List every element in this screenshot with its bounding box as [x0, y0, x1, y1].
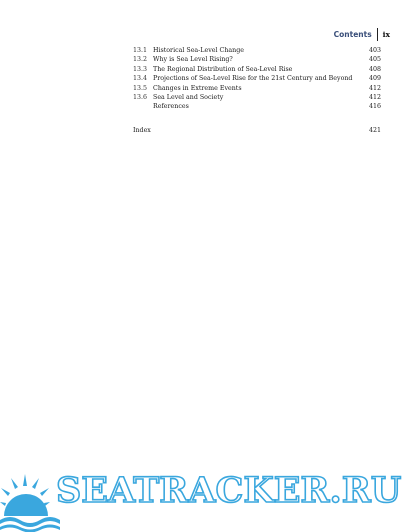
- index-title: Index: [133, 127, 151, 134]
- watermark: [0, 456, 410, 532]
- toc-entry-number: 13.5: [133, 84, 148, 92]
- toc-entry-page: 412: [368, 84, 381, 92]
- toc-entry-number: 13.1: [133, 47, 148, 54]
- toc-entry-page: 416: [368, 103, 381, 111]
- toc-entry-title: The Regional Distribution of Sea-Level Rise: [153, 65, 293, 73]
- toc-entry-title: Changes in Extreme Events: [153, 84, 242, 92]
- index-page: 421: [368, 127, 381, 134]
- toc-entry-number: 13.2: [133, 56, 148, 64]
- running-head: [334, 28, 390, 41]
- toc-entry[interactable]: [133, 46, 381, 55]
- toc-entry-title: Projections of Sea-Level Rise for the 21st Century and Beyond: [153, 75, 353, 83]
- page-number: ix: [382, 30, 390, 39]
- toc-entry[interactable]: [133, 55, 381, 64]
- table-of-contents: [133, 46, 381, 112]
- toc-entry[interactable]: [133, 93, 381, 102]
- toc-entry-page: 412: [368, 94, 381, 102]
- toc-entry[interactable]: [133, 65, 381, 74]
- watermark-text: SEATRACKER.RU: [56, 470, 402, 511]
- toc-entry-number: 13.3: [133, 65, 148, 73]
- toc-entry-title: Why is Sea Level Rising?: [153, 56, 233, 64]
- toc-entry[interactable]: [133, 84, 381, 93]
- toc-entry-page: 408: [368, 65, 381, 73]
- toc-entry-index[interactable]: [133, 126, 381, 135]
- toc-entry[interactable]: [133, 74, 381, 83]
- toc-entry-title: Sea Level and Society: [153, 94, 224, 102]
- toc-entry-page: 405: [368, 56, 381, 64]
- running-head-label: Contents: [333, 30, 372, 39]
- toc-entry-page: 403: [368, 47, 381, 54]
- toc-entry-references[interactable]: [133, 102, 381, 111]
- toc-entry-number: 13.6: [133, 94, 148, 102]
- running-head-divider: [377, 28, 378, 41]
- toc-entry-title: References: [153, 103, 189, 111]
- toc-entry-number: 13.4: [133, 75, 148, 83]
- toc-entry-page: 409: [368, 75, 381, 83]
- toc-entry-title: Historical Sea-Level Change: [153, 47, 244, 54]
